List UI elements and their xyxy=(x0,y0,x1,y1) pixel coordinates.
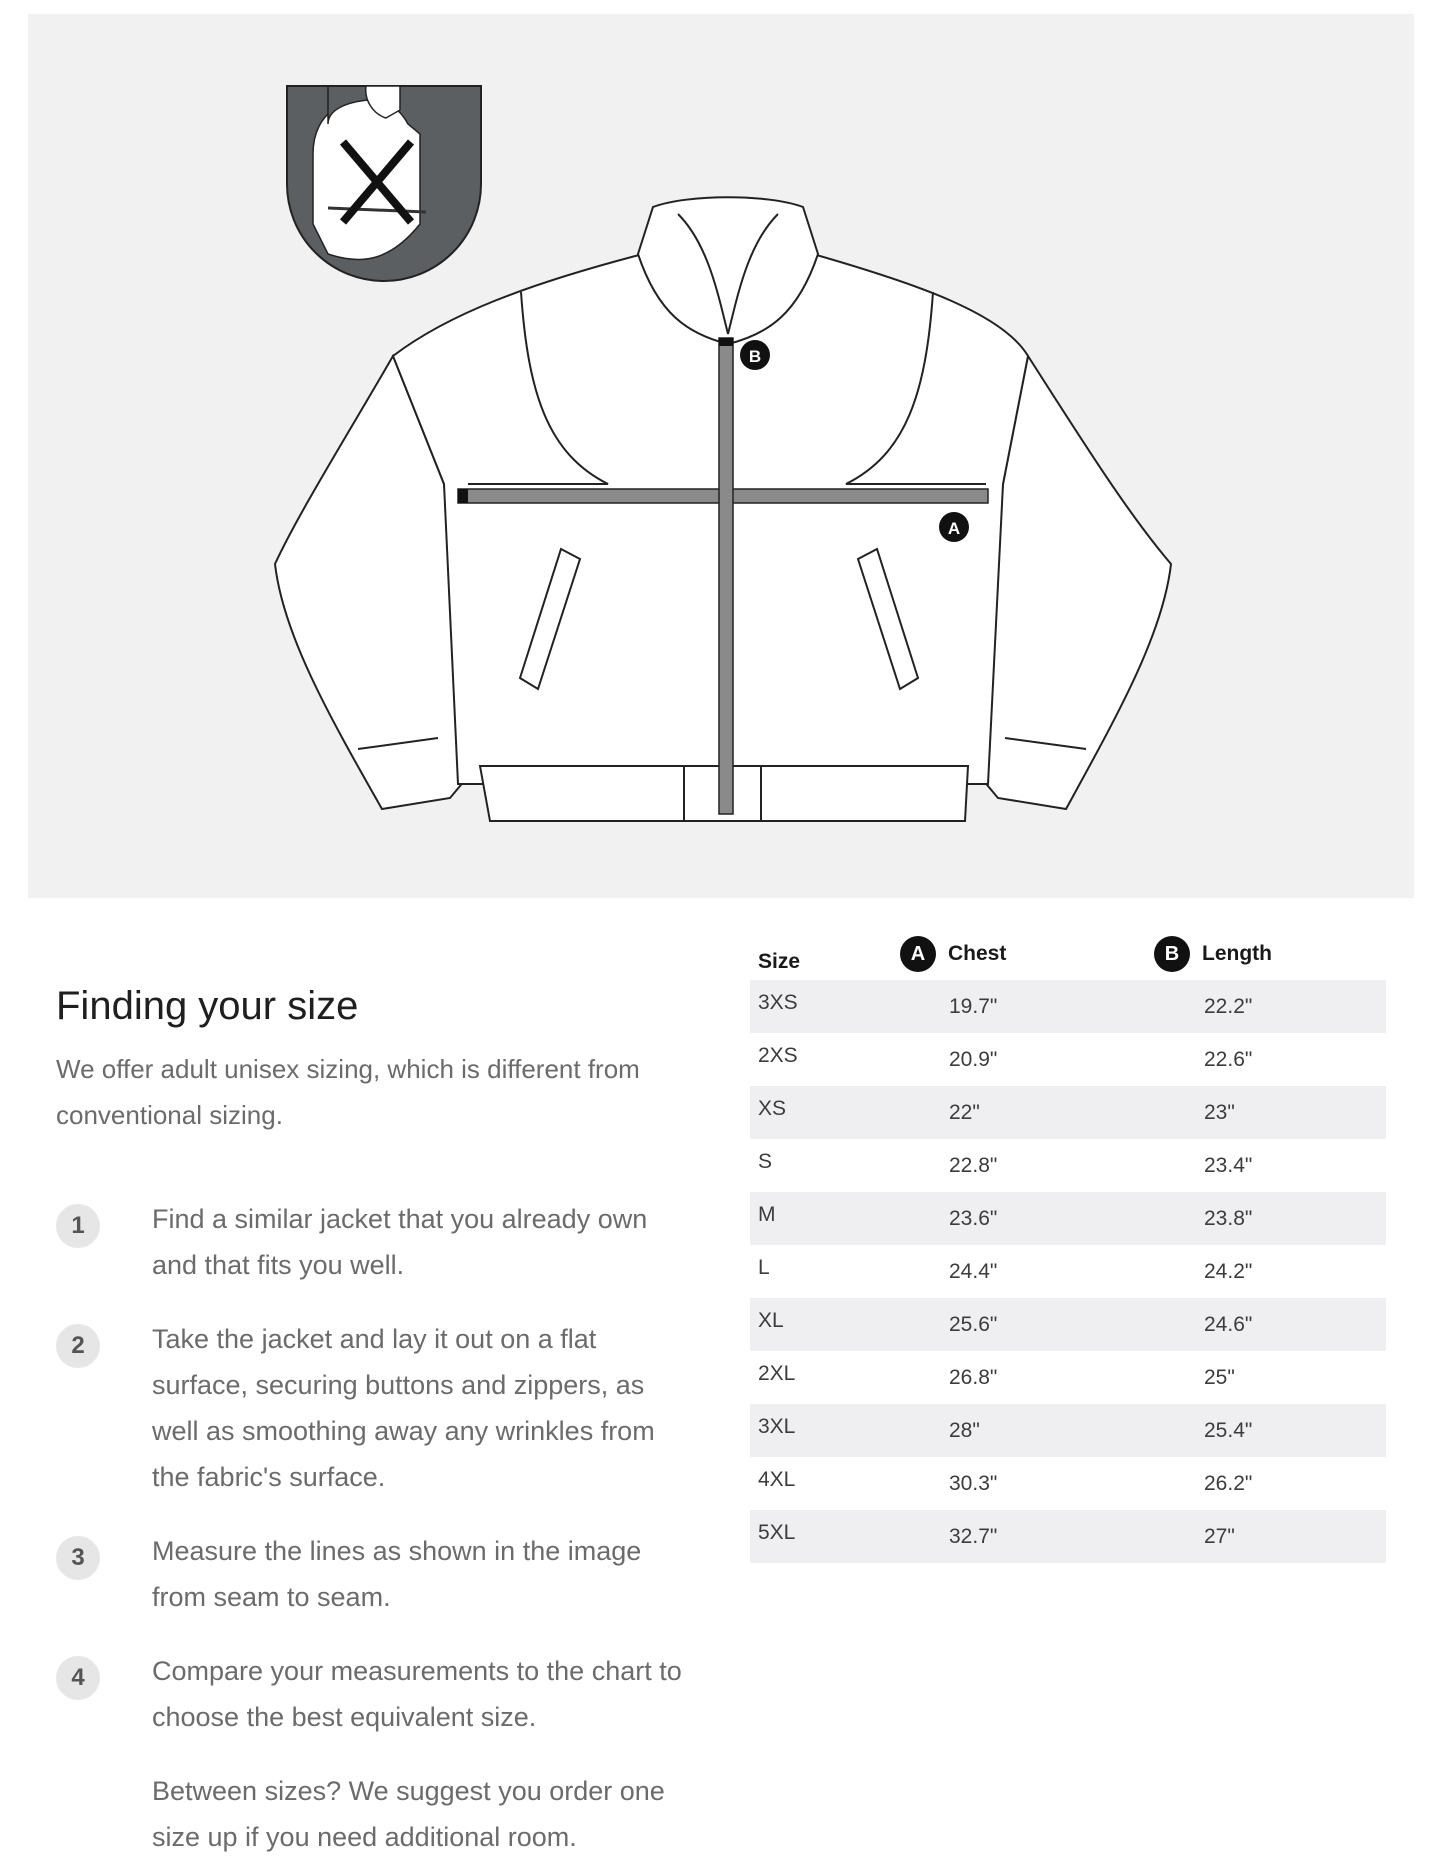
cell-size: S xyxy=(758,1150,773,1173)
cell-chest: 24.4" xyxy=(949,1260,998,1283)
cell-size: 3XL xyxy=(758,1415,796,1438)
step-number: 2 xyxy=(56,1324,100,1368)
step-number: 1 xyxy=(56,1204,100,1248)
table-header xyxy=(750,928,1386,980)
table-row xyxy=(750,1404,1386,1457)
cell-size: XL xyxy=(758,1309,784,1332)
cell-length: 27" xyxy=(1204,1525,1235,1548)
cell-length: 24.2" xyxy=(1204,1260,1253,1283)
intro-text: We offer adult unisex sizing, which is different from conventional sizing. xyxy=(56,1054,640,1130)
chest-badge: A xyxy=(900,936,936,972)
header-chest xyxy=(900,934,1006,974)
table-row xyxy=(750,1086,1386,1139)
cell-length: 24.6" xyxy=(1204,1313,1253,1336)
table-row xyxy=(750,1192,1386,1245)
cell-size: M xyxy=(758,1203,776,1226)
cell-chest: 22.8" xyxy=(949,1154,998,1177)
step-number: 3 xyxy=(56,1536,100,1580)
between-sizes-note: Between sizes? We suggest you order one size up if you need additional room. xyxy=(152,1776,665,1852)
wrong-measurement-inset xyxy=(287,86,481,281)
cell-size: 4XL xyxy=(758,1468,796,1491)
marker-b xyxy=(740,340,770,370)
cell-chest: 26.8" xyxy=(949,1366,998,1389)
step-item xyxy=(56,1648,696,1740)
page-title: Finding your size xyxy=(56,984,359,1028)
table-row xyxy=(750,980,1386,1033)
step-number: 4 xyxy=(56,1656,100,1700)
cell-length: 25.4" xyxy=(1204,1419,1253,1442)
cell-length: 22.2" xyxy=(1204,995,1253,1018)
step-item xyxy=(56,1196,696,1288)
cell-size: XS xyxy=(758,1097,787,1120)
cell-length: 23.4" xyxy=(1204,1154,1253,1177)
cell-size: 2XS xyxy=(758,1044,798,1067)
step-text: Take the jacket and lay it out on a flat surface, securing buttons and zippers, as well as smoothing away any wrinkles from the fabric's surface. xyxy=(152,1324,655,1492)
step-text: Compare your measurements to the chart to choose the best equivalent size. xyxy=(152,1656,682,1732)
table-row xyxy=(750,1033,1386,1086)
step-text: Measure the lines as shown in the image from seam to seam. xyxy=(152,1536,642,1612)
size-guide-intro xyxy=(56,980,696,1138)
table-row xyxy=(750,1510,1386,1563)
step-item xyxy=(56,1528,696,1620)
table-row xyxy=(750,1457,1386,1510)
table-row xyxy=(750,1351,1386,1404)
step-item xyxy=(56,1316,696,1500)
cell-chest: 28" xyxy=(949,1419,980,1442)
marker-a xyxy=(939,512,969,542)
marker-b-label: B xyxy=(748,347,762,366)
marker-a-label: A xyxy=(947,519,961,538)
cell-size: 5XL xyxy=(758,1521,796,1544)
steps-list xyxy=(56,1196,696,1860)
jacket-measurement-illustration xyxy=(28,14,1414,898)
header-size: Size xyxy=(758,950,801,973)
cell-length: 23" xyxy=(1204,1101,1235,1124)
table-row xyxy=(750,1245,1386,1298)
jacket-diagram xyxy=(28,14,1414,898)
header-length-label: Length xyxy=(1202,942,1272,965)
cell-length: 26.2" xyxy=(1204,1472,1253,1495)
table-row xyxy=(750,1139,1386,1192)
length-badge: B xyxy=(1154,936,1190,972)
cell-size: L xyxy=(758,1256,770,1279)
step-text: Find a similar jacket that you already own and that fits you well. xyxy=(152,1204,648,1280)
cell-chest: 23.6" xyxy=(949,1207,998,1230)
cell-size: 3XS xyxy=(758,991,798,1014)
cell-chest: 19.7" xyxy=(949,995,998,1018)
cell-length: 23.8" xyxy=(1204,1207,1253,1230)
cell-chest: 30.3" xyxy=(949,1472,998,1495)
cell-chest: 20.9" xyxy=(949,1048,998,1071)
cell-chest: 25.6" xyxy=(949,1313,998,1336)
size-chart-table xyxy=(750,928,1386,1563)
cell-chest: 22" xyxy=(949,1101,980,1124)
cell-size: 2XL xyxy=(758,1362,796,1385)
cell-length: 22.6" xyxy=(1204,1048,1253,1071)
cell-length: 25" xyxy=(1204,1366,1235,1389)
header-chest-label: Chest xyxy=(948,942,1007,965)
header-length xyxy=(1154,934,1272,974)
cell-chest: 32.7" xyxy=(949,1525,998,1548)
table-row xyxy=(750,1298,1386,1351)
